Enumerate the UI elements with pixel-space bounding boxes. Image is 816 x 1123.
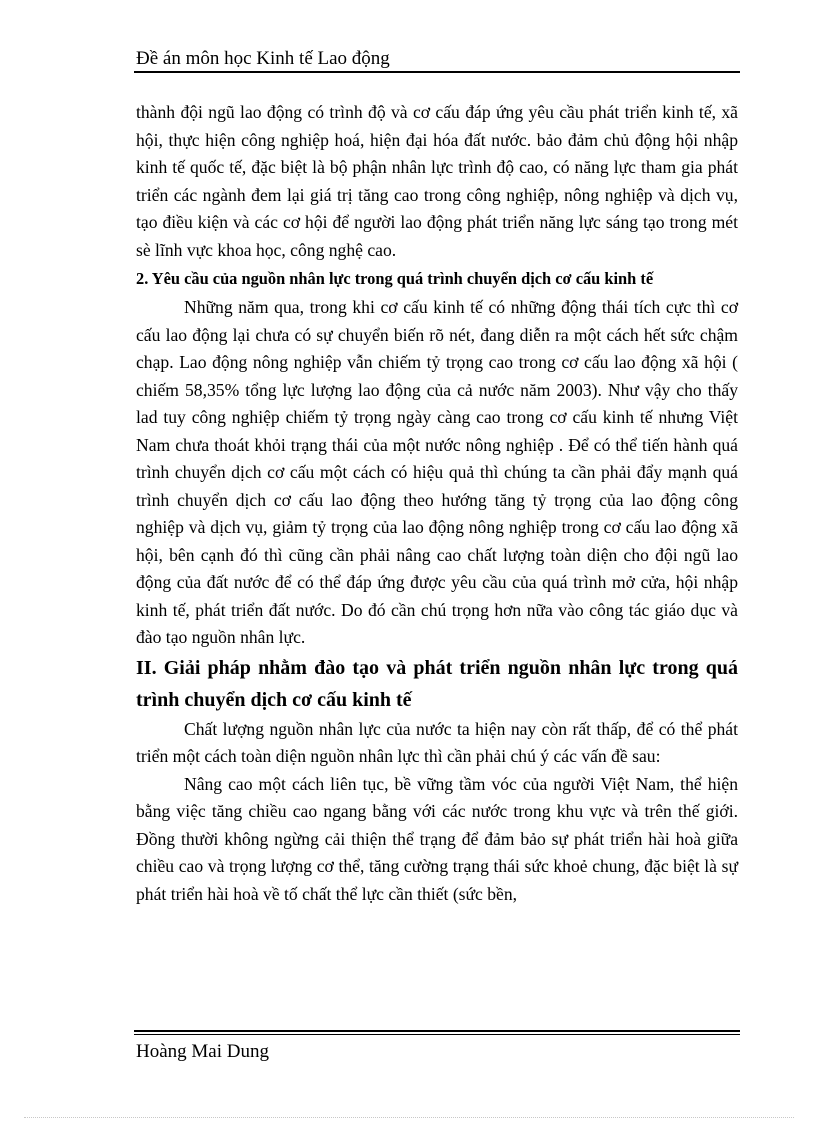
section-heading-2: 2. Yêu cầu của nguồn nhân lực trong quá trình chuyển dịch cơ cấu kinh tế xyxy=(136,269,654,288)
document-body xyxy=(136,99,738,908)
footer-divider-thin xyxy=(134,1034,740,1035)
footer-divider-thick xyxy=(134,1030,740,1032)
page-header-title: Đề án môn học Kinh tế Lao động xyxy=(136,48,390,69)
footer-author: Hoàng Mai Dung xyxy=(136,1041,269,1062)
paragraph-improvement: Nâng cao một cách liên tục, bề vững tầm vóc của người Việt Nam, thể hiện bằng việc tăng chiều cao ngang bằng với các nước trong khu vực và trên thế giới. Đồng thười không ngừng cải thiện thể trạng để đảm bảo sự phát triển hài hoà giữa chiều cao và trọng lượng cơ thể, tăng cường trạng thái sức khoẻ chung, đặc biệt là sự phát triển hài hoà về tố chất thể lực cần thiết (sức bền, xyxy=(136,773,738,904)
header-divider xyxy=(134,71,740,73)
paragraph-requirements: Những năm qua, trong khi cơ cấu kinh tế có những động thái tích cực thì cơ cấu lao động lại chưa có sự chuyển biến rõ nét, đang diễn ra một cách hết sức chậm chạp. Lao động nông nghiệp vẫn chiếm tỷ trọng cao trong cơ cấu lao động xã hội ( chiếm 58,35% tổng lực lượng lao động của cả nước năm 2003). Như vậy cho thấy lad tuy công nghiệp chiếm tỷ trọng ngày càng cao trong cơ cấu kinh tế nhưng Việt Nam chưa thoát khỏi trạng thái của một nước nông nghiệp . Để có thể tiến hành quá trình chuyển dịch cơ cấu một cách có hiệu quả thì chúng ta cần phải đẩy mạnh quá trình chuyển dịch cơ cấu lao động theo hướng tăng tỷ trọng của lao động công nghiệp và dịch vụ, giảm tỷ trọng của lao động nông nghiệp trong cơ cấu lao động xã hội, bên cạnh đó thì cũng cần phải nâng cao chất lượng toàn diện cho đội ngũ lao động của đất nước để có thể đáp ứng được yêu cầu của quá trình mở cửa, hội nhập kinh tế, phát triển đất nước. Do đó cần chú trọng hơn nữa vào công tác giáo dục và đào tạo nguồn nhân lực. xyxy=(136,297,738,647)
section-heading-II: II. Giải pháp nhằm đào tạo và phát triển nguồn nhân lực trong quá trình chuyển dịch cơ cấu kinh tế xyxy=(136,656,738,711)
page-bottom-dotted-line xyxy=(24,1117,794,1118)
paragraph-quality: Chất lượng nguồn nhân lực của nước ta hiện nay còn rất thấp, để có thể phát triển một cách toàn diện nguồn nhân lực thì cần phải chú ý các vấn đề sau: xyxy=(136,718,738,766)
paragraph-intro: thành đội ngũ lao động có trình độ và cơ cấu đáp ứng yêu cầu phát triển kinh tế, xã hội, thực hiện công nghiệp hoá, hiện đại hóa đất nước. bảo đảm chủ động hội nhập kinh tế quốc tế, đặc biệt là bộ phận nhân lực trình độ cao, có năng lực tham gia phát triển các ngành đem lại giá trị tăng cao trong công nghiệp, nông nghiệp và dịch vụ, tạo điều kiện và các cơ hội để người lao động phát triển năng lực sáng tạo trong mét sè lĩnh vực khoa học, công nghệ cao. xyxy=(136,102,738,260)
